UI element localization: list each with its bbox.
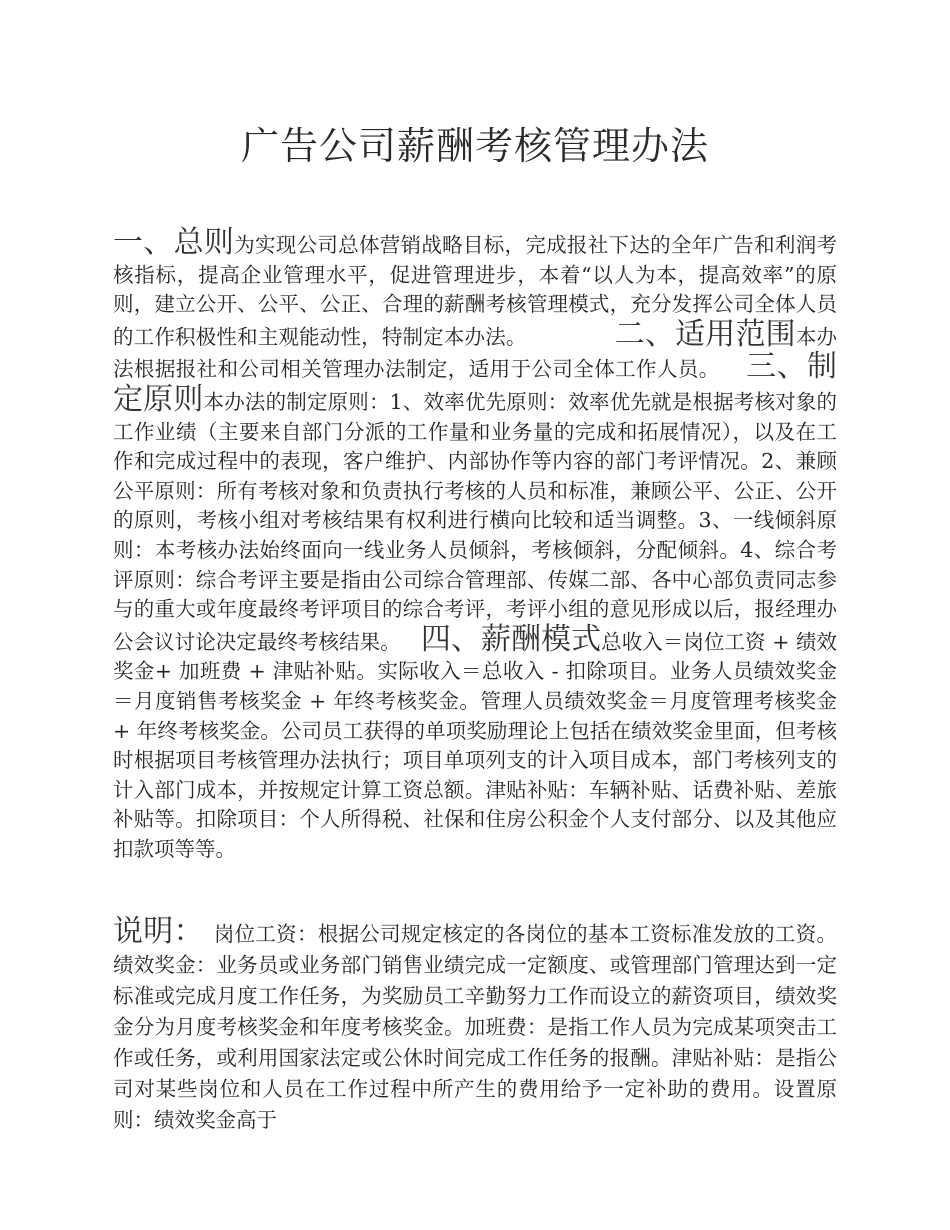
note-heading: 说明： — [113, 914, 204, 949]
section-text-general: 为实现公司总体营销战略目标，完成报社下达的全年广告和利润考核指标，提高企业管理水平，促进管理进步，本着“以人为本，提高效率”的原则，建立公开、公平、公正、合理的薪酬考核管理模式，充分发挥公司全体人员的工作积极性和主观能动性，特制定本办法。 — [113, 233, 837, 349]
document-title: 广告公司薪酬考核管理办法 — [240, 124, 709, 168]
section-heading-principles: 三、制定原则 — [113, 349, 837, 417]
note-block — [113, 916, 837, 1136]
section-heading-salary-model: 四、薪酬模式 — [420, 621, 602, 657]
note-text: 岗位工资：根据公司规定核定的各岗位的基本工资标准发放的工资。绩效奖金：业务员或业务部门销售业绩完成一定额度、或管理部门管理达到一定标准或完成月度工作任务，为奖励员工辛勤努力工作而设立的薪资项目，绩效奖金分为月度考核奖金和年度考核奖金。加班费：是指工作人员为完成某项突击工作或任务，或利用国家法定或公休时间完成工作任务的报酬。津贴补贴：是指公司对某些岗位和人员在工作过程中所产生的费用给予一定补助的费用。设置原则：绩效奖金高于 — [113, 922, 837, 1132]
section-text-principles: 本办法的制定原则：1、效率优先原则：效率优先就是根据考核对象的工作业绩（主要来自部门分派的工作量和业务量的完成和拓展情况），以及在工作和完成过程中的表现，客户维护、内部协作等内容的部门考评情况。2、兼顾公平原则：所有考核对象和负责执行考核的人员和标准，兼顾公平、公正、公开的原则，考核小组对考核结果有权利进行横向比较和适当调整。3、一线倾斜原则：本考核办法始终面向一线业务人员倾斜，考核倾斜，分配倾斜。4、综合考评原则：综合考评主要是指由公司综合管理部、传媒二部、各中心部负责同志参与的重大或年度最终考评项目的综合考评，考评小组的意见形成以后，报经理办公会议讨论决定最终考核结果。 — [113, 389, 837, 654]
section-text-scope: 本办法根据报社和公司相关管理办法制定，适用于公司全体工作人员。 — [113, 324, 838, 382]
document-body — [113, 225, 838, 864]
section-heading-general: 一、总则 — [113, 225, 235, 260]
section-heading-scope: 二、适用范围 — [614, 316, 796, 352]
section-text-salary-model: 总收入＝岗位工资 + 绩效奖金+ 加班费 + 津贴补贴。实际收入＝总收入 - 扣除项目。业务人员绩效奖金＝月度销售考核奖金 + 年终考核奖金。管理人员绩效奖金＝月度管理考核奖金 + 年终考核奖金。公司员工获得的单项奖励理论上包括在绩效奖金里面，但考核时根据项目考核管理办法执行；项目单项列支的计入项目成本，部门考核列支的计入部门成本，并按规定计算工资总额。津贴补贴：车辆补贴、话费补贴、差旅补贴等。扣除项目：个人所得税、社保和住房公积金个人支付部分、以及其他应扣款项等等。 — [113, 629, 837, 861]
